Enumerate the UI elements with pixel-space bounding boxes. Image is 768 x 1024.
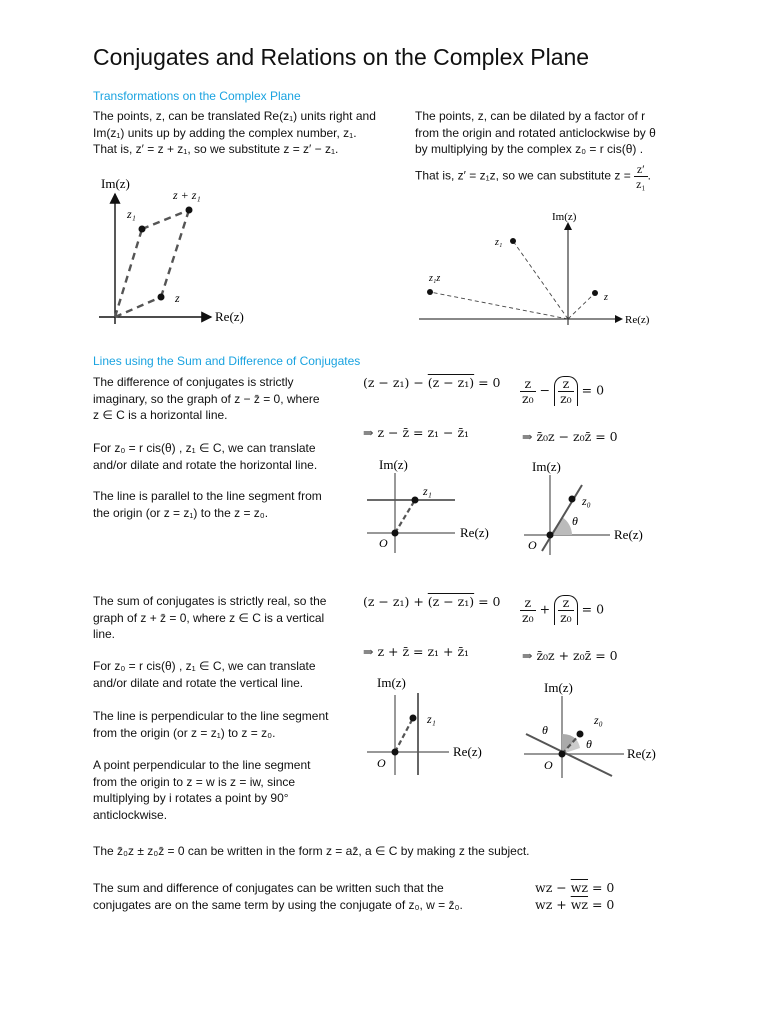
fraction-numerator: z — [558, 377, 574, 392]
text-line: The line is parallel to the line segment from — [93, 489, 322, 503]
re-label: Re(z) — [215, 309, 244, 324]
text-line: For z₀ = r cis(θ) , z₁ ∈ C, we can translate — [93, 441, 316, 455]
eq-operator: + — [539, 601, 551, 617]
conjugate-equation-2 — [535, 897, 614, 912]
section-heading-transformations: Transformations on the Complex Plane — [93, 89, 301, 103]
text-line: The line is perpendicular to the line segment — [93, 709, 329, 723]
horizontal-line-graph — [363, 455, 513, 555]
fraction — [558, 377, 574, 406]
difference-paragraph-3 — [93, 488, 322, 521]
z0-label: z₀ — [582, 494, 591, 508]
text-line: multiplying by i rotates a point by 90° — [93, 791, 289, 805]
re-label: Re(z) — [453, 744, 482, 759]
section-heading-lines: Lines using the Sum and Difference of Conjugates — [93, 354, 361, 368]
im-label: Im(z) — [101, 176, 130, 191]
re-label: Re(z) — [625, 314, 650, 326]
text-line: A point perpendicular to the line segment — [93, 758, 311, 772]
text-line: The difference of conjugates is strictly — [93, 375, 294, 389]
eq-conjugate: (z − z₁) — [427, 594, 475, 609]
eq-part: wz + — [535, 897, 571, 912]
z0-label: z₀ — [594, 713, 603, 727]
translation-diagram — [93, 172, 263, 332]
text-line: and/or dilate and rotate the vertical line. — [93, 675, 304, 690]
text-line: Im(z₁) units up by adding the complex number, z₁. — [93, 125, 357, 140]
sum-paragraph-1 — [93, 593, 326, 643]
rotated-line-graph — [520, 457, 660, 557]
origin-label: O — [528, 538, 537, 552]
origin-point — [392, 749, 399, 756]
text-line: line. — [93, 627, 116, 641]
text-line: by multiplying by the complex z₀ = r cis(θ) . — [415, 142, 644, 156]
conjugate-bracket — [554, 595, 578, 625]
text-line: That is, z′ = z + z₁, so we substitute z = z′ − z₁. — [93, 142, 339, 156]
conjugate-equation-1 — [535, 880, 614, 895]
difference-equation-2: ⇒ z − z̄ = z₁ − z̄₁ — [363, 425, 470, 440]
z1-label: z₁ — [427, 712, 436, 726]
text-line: anticlockwise. — [93, 807, 168, 822]
origin-label: O — [377, 756, 386, 770]
eq-part: = 0 — [474, 594, 501, 609]
point-z1 — [410, 715, 417, 722]
difference-fraction-equation — [520, 376, 604, 406]
text-line: from the origin (or z = z₁) to z = z₀. — [93, 725, 276, 740]
form-line — [93, 843, 530, 860]
page-title: Conjugates and Relations on the Complex Plane — [93, 44, 590, 70]
z-label: z — [604, 292, 608, 303]
segment — [395, 718, 413, 752]
text-line: imaginary, so the graph of z − z̄ = 0, where — [93, 391, 320, 406]
point-z1 — [510, 238, 516, 244]
text-line: from the origin and rotated anticlockwise by θ — [415, 125, 656, 140]
point-z — [158, 294, 165, 301]
z1-label: z₁ — [495, 237, 503, 248]
z1z-label: z₁z — [429, 273, 441, 284]
text-line: The points, z, can be dilated by a factor of r — [415, 109, 646, 123]
sum-paragraph-2 — [93, 658, 316, 691]
eq-part: (z − z₁) − — [363, 375, 428, 390]
sum-paragraph-3 — [93, 708, 328, 741]
difference-equation-4: ⇒ z̄₀z − z₀z̄ = 0 — [522, 429, 618, 444]
translation-paragraph — [93, 108, 376, 158]
eq-part: wz − — [535, 880, 571, 895]
fraction-denominator: z₀ — [522, 390, 534, 406]
conjugate-bracket — [554, 376, 578, 406]
difference-paragraph-2 — [93, 440, 317, 473]
z-label: z — [175, 291, 180, 305]
point-z0 — [577, 731, 584, 738]
sum-equation-1 — [363, 594, 501, 609]
z1-label: z₁ — [423, 484, 432, 498]
origin-point — [547, 532, 554, 539]
rotated-perpendicular-graph — [520, 676, 665, 781]
point-z1 — [412, 497, 419, 504]
eq-conjugate: $\overline{wz}$ — [570, 897, 589, 912]
fraction — [634, 162, 648, 191]
difference-paragraph-1 — [93, 374, 320, 424]
point-z-plus-z1 — [186, 207, 193, 214]
dilation-substitute-text: That is, z′ = z₁z, so we can substitute z = — [415, 168, 635, 183]
eq-part: = 0 — [588, 897, 615, 912]
text-line: z ∈ C is a horizontal line. — [93, 408, 228, 422]
point-z1 — [139, 226, 146, 233]
origin-point — [559, 751, 566, 758]
im-label: Im(z) — [552, 211, 577, 223]
fraction-numerator: z — [520, 596, 536, 611]
point-z1z — [427, 289, 433, 295]
re-label: Re(z) — [460, 525, 489, 540]
z1-label: z₁ — [127, 207, 136, 221]
text-line: conjugates are on the same term by using the conjugate of z₀, w = z̄₀. — [93, 897, 463, 912]
text-line: and/or dilate and rotate the horizontal line. — [93, 457, 318, 472]
eq-conjugate: $\overline{wz}$ — [570, 880, 589, 895]
text-line: The sum of conjugates is strictly real, so the — [93, 594, 327, 608]
fraction — [520, 377, 536, 406]
re-label: Re(z) — [627, 746, 656, 761]
theta-label: θ — [572, 514, 578, 528]
fraction — [520, 596, 536, 625]
fraction-denominator: z₀ — [522, 609, 534, 625]
sum-fraction-equation — [520, 595, 604, 625]
dilation-paragraph — [415, 108, 656, 191]
text-line: The points, z, can be translated Re(z₁) units right and — [93, 109, 376, 123]
eq-part: = 0 — [474, 375, 501, 390]
text-line: That is, z′ = z₁z, so we can substitute z = $\frac{z'}{\text{z₁}}$ . — [415, 161, 651, 191]
theta-label-2: θ — [586, 737, 592, 751]
point-z — [592, 290, 598, 296]
im-label: Im(z) — [532, 459, 561, 474]
text-line: The z̄₀z ± z₀z̄ = 0 can be written in the form z = az̄, a ∈ C by making z the subject. — [93, 844, 530, 858]
vertical-line-graph — [363, 673, 503, 778]
text-line: from the origin to z = w is z = iw, since — [93, 774, 296, 789]
re-label: Re(z) — [614, 527, 643, 542]
eq-part: = 0 — [588, 880, 615, 895]
text-line: For z₀ = r cis(θ) , z₁ ∈ C, we can translate — [93, 659, 316, 673]
origin-label: O — [379, 536, 388, 550]
origin-label: O — [544, 758, 553, 772]
sum-equation-2: ⇒ z + z̄ = z₁ + z̄₁ — [363, 644, 470, 659]
im-label: Im(z) — [544, 680, 573, 695]
eq-part: = 0 — [581, 382, 605, 398]
text-line: The sum and difference of conjugates can be written such that the — [93, 881, 444, 895]
fraction — [558, 596, 574, 625]
eq-conjugate: (z − z₁) — [427, 375, 475, 390]
difference-equation-1 — [363, 375, 501, 390]
text-line: the origin (or z = z₁) to the z = z₀. — [93, 505, 269, 520]
point-z0 — [569, 496, 576, 503]
sum-equation-4: ⇒ z̄₀z + z₀z̄ = 0 — [522, 648, 618, 663]
text-line: graph of z + z̄ = 0, where z ∈ C is a vertical — [93, 610, 325, 625]
fraction-numerator: z′ — [634, 162, 648, 177]
zsum-label: z + z₁ — [173, 188, 201, 202]
conjugate-paragraph — [93, 880, 463, 913]
im-label: Im(z) — [377, 675, 406, 690]
im-label: Im(z) — [379, 457, 408, 472]
dilation-diagram — [415, 205, 675, 330]
eq-part: (z − z₁) + — [363, 594, 428, 609]
fraction-numerator: z — [520, 377, 536, 392]
fraction-denominator: z₁ — [636, 176, 646, 191]
fraction-denominator: z₀ — [560, 391, 572, 406]
eq-part: = 0 — [581, 601, 605, 617]
theta-label-1: θ — [542, 723, 548, 737]
origin-point — [392, 530, 399, 537]
fraction-denominator: z₀ — [560, 610, 572, 625]
eq-operator: − — [539, 382, 551, 398]
sum-paragraph-4 — [93, 757, 310, 823]
fraction-numerator: z — [558, 596, 574, 611]
segment — [395, 500, 415, 533]
